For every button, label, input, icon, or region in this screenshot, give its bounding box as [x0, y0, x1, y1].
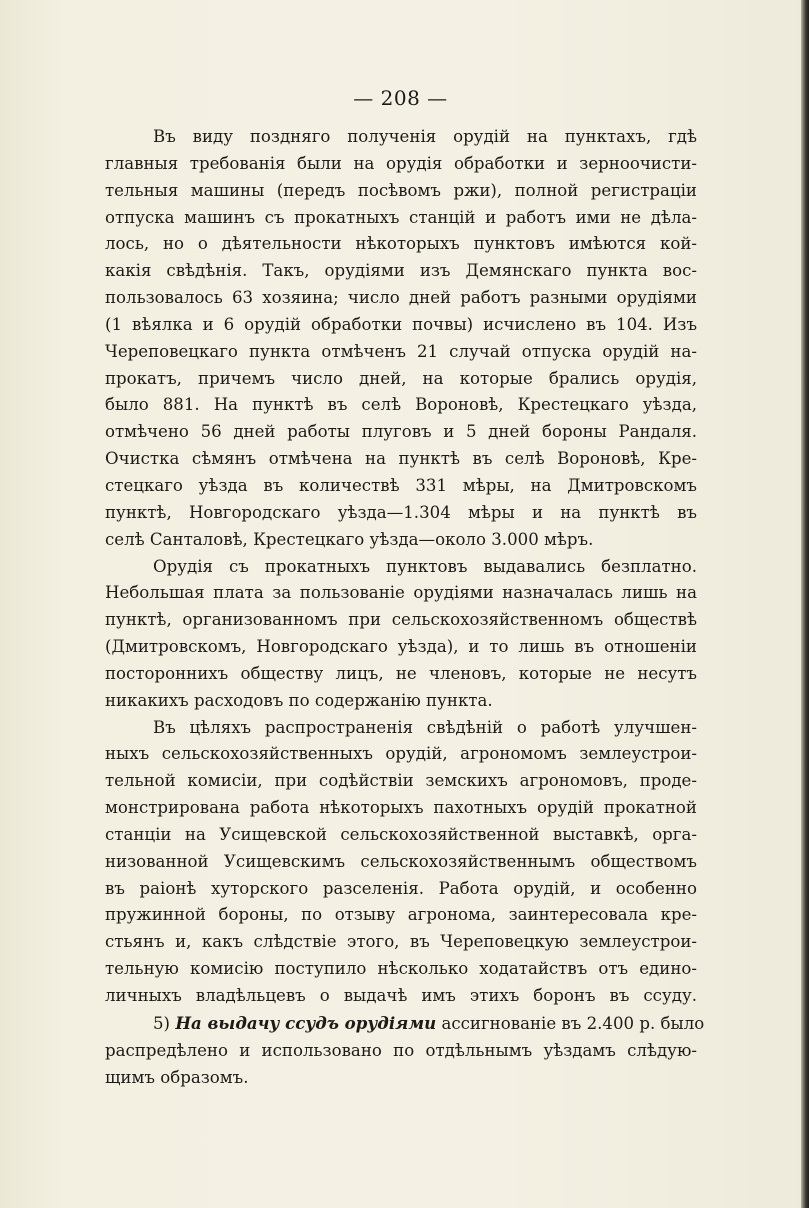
text-line: отпуска машинъ съ прокатныхъ станцій и работъ ими не дѣла- [105, 207, 697, 227]
page-number: — 208 — [353, 86, 448, 110]
text-line: стецкаго уѣзда въ количествѣ 331 мѣры, на Дмитровскомъ [105, 475, 697, 495]
text-line: низованной Усищевскимъ сельскохозяйственнымъ обществомъ [105, 851, 697, 871]
text-line: было 881. На пунктѣ въ селѣ Вороновѣ, Крестецкаго уѣзда, [105, 395, 697, 415]
text-line: монстрирована работа нѣкоторыхъ пахотныхъ орудій прокатной [105, 798, 697, 818]
text-fragment: ассигнованіе въ 2.400 р. было [436, 1013, 705, 1033]
text-line: селѣ Санталовѣ, Крестецкаго уѣзда—около 3.000 мѣръ. [105, 529, 594, 549]
text-line: пунктѣ, организованномъ при сельскохозяйственномъ обществѣ [105, 610, 697, 630]
text-line [105, 1010, 705, 1038]
text-line: Орудія съ прокатныхъ пунктовъ выдавались безплатно. [153, 556, 697, 576]
text-line: тельныя машины (передъ посѣвомъ ржи), полной регистраціи [105, 180, 697, 200]
body-text [105, 124, 705, 1091]
text-line: Въ виду поздняго полученія орудій на пунктахъ, гдѣ [153, 127, 697, 146]
text-line: какія свѣдѣнія. Такъ, орудіями изъ Демянскаго пункта вос- [105, 261, 697, 281]
text-line: распредѣлено и использовано по отдѣльнымъ уѣздамъ слѣдую- [105, 1040, 697, 1060]
text-line: прокатъ, причемъ число дней, на которые брались орудія, [105, 368, 697, 388]
text-line: (Дмитровскомъ, Новгородскаго уѣзда), и то лишь въ отношеніи [105, 637, 697, 657]
paragraph-2 [105, 554, 697, 715]
paragraph-1 [105, 124, 697, 554]
page-edge-shadow [801, 0, 809, 1208]
text-line: тельную комисію поступило нѣсколько ходатайствъ отъ едино- [105, 959, 697, 979]
text-line: пунктѣ, Новгородскаго уѣзда—1.304 мѣры и на пунктѣ въ [105, 502, 697, 522]
paragraph-4 [105, 1010, 705, 1092]
text-line: главныя требованія были на орудія обработки и зерноочисти- [105, 153, 697, 173]
text-line: лось, но о дѣятельности нѣкоторыхъ пунктовъ имѣются кой- [105, 234, 697, 254]
item-number: 5) [153, 1013, 171, 1033]
text-line: отмѣчено 56 дней работы плуговъ и 5 дней бороны Рандаля. [105, 422, 697, 442]
text-line: въ раіонѣ хуторского разселенія. Работа орудій, и особенно [105, 878, 697, 898]
text-line: щимъ образомъ. [105, 1067, 249, 1087]
text-line: Въ цѣляхъ распространенія свѣдѣній о работѣ улучшен- [153, 717, 697, 737]
text-line: Небольшая плата за пользованіе орудіями назначалась лишь на [105, 583, 697, 603]
text-line: постороннихъ обществу лицъ, не членовъ, которые не несутъ [105, 663, 697, 683]
text-line: ныхъ сельскохозяйственныхъ орудій, агрономомъ землеустрои- [105, 744, 697, 764]
paragraph-3 [105, 715, 697, 1010]
text-line: пружинной бороны, по отзыву агронома, заинтересовала кре- [105, 905, 697, 925]
text-line: Череповецкаго пункта отмѣченъ 21 случай отпуска орудій на- [105, 341, 697, 361]
item-title: На выдачу ссудъ орудіями [175, 1012, 437, 1033]
text-line: тельной комисіи, при содѣйствіи земскихъ агрономовъ, проде- [105, 771, 697, 791]
text-line: станціи на Усищевской сельскохозяйственной выставкѣ, орга- [105, 824, 697, 844]
text-line: Очистка сѣмянъ отмѣчена на пунктѣ въ селѣ Вороновѣ, Кре- [105, 449, 697, 469]
text-line: стьянъ и, какъ слѣдствіе этого, въ Череповецкую землеустрои- [105, 932, 697, 952]
text-line: никакихъ расходовъ по содержанію пункта. [105, 690, 493, 710]
text-line: (1 вѣялка и 6 орудій обработки почвы) исчислено въ 104. Изъ [105, 314, 697, 334]
text-line: личныхъ владѣльцевъ о выдачѣ имъ этихъ боронъ въ ссуду. [105, 986, 697, 1005]
text-line: пользовалось 63 хозяина; число дней работъ разными орудіями [105, 288, 697, 308]
